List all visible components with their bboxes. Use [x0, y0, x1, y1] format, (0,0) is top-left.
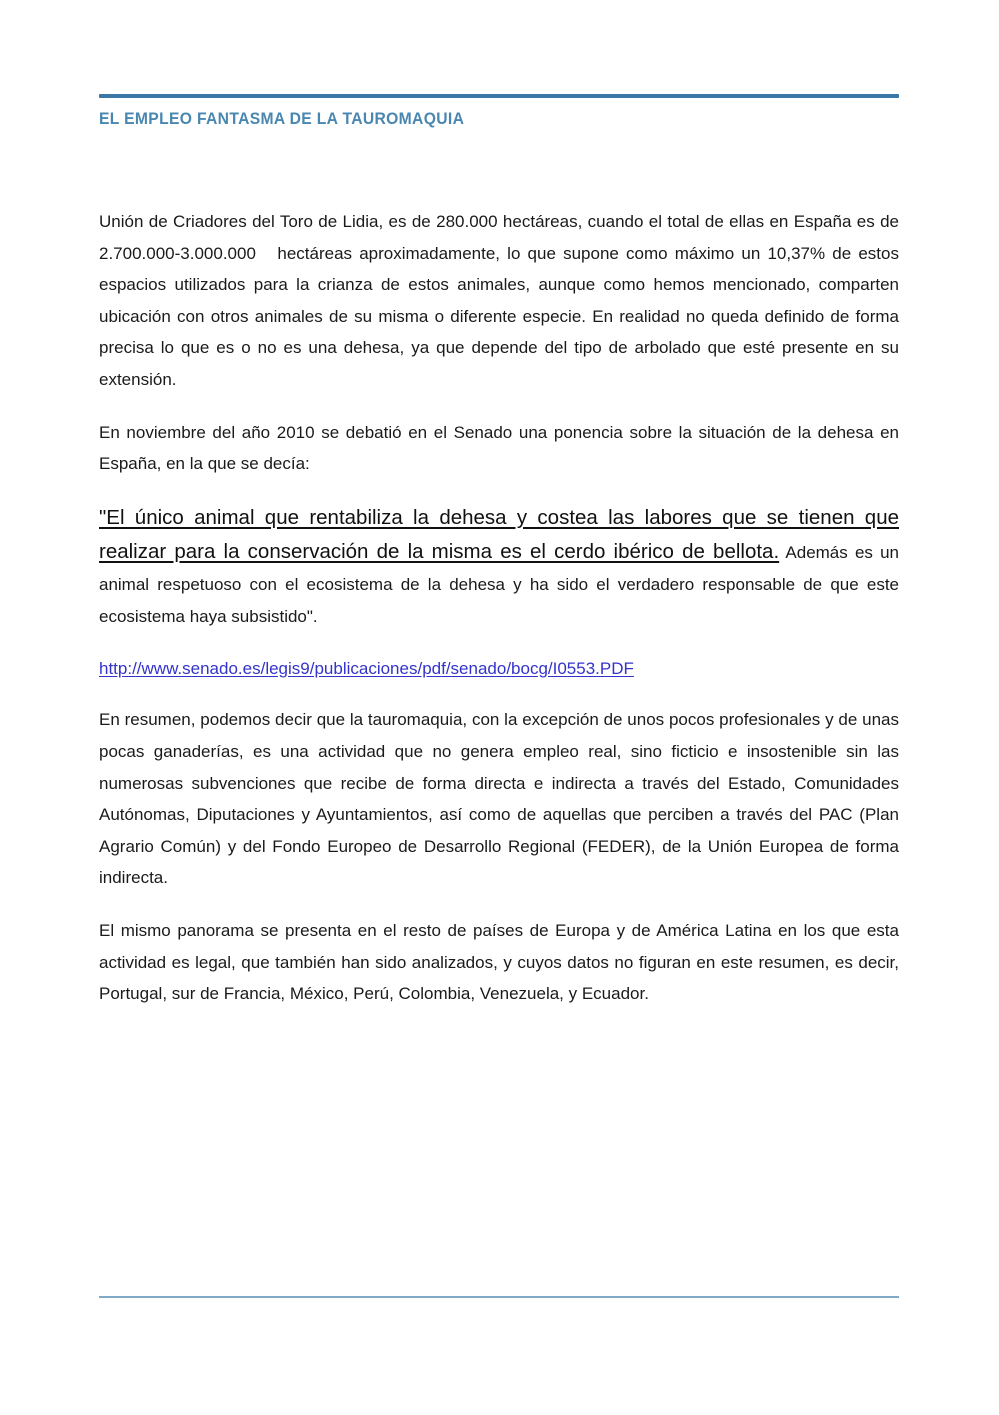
source-link-paragraph [99, 653, 899, 685]
page-title: EL EMPLEO FANTASMA DE LA TAUROMAQUIA [99, 110, 465, 128]
quote-remaining-text: Además es un animal respetuoso con el ecosistema de la dehesa y ha sido el verdadero responsable de que este ecosistema haya subsistido". [99, 542, 899, 626]
blockquote-senado [99, 501, 899, 633]
paragraph-otros-paises: El mismo panorama se presenta en el resto de países de Europa y de América Latina en los que esta actividad es legal, que también han sido analizados, y cuyos datos no figuran en este resumen, es decir, Portugal, sur de Francia, México, Perú, Colombia, Venezuela, y Ecuador. [99, 920, 904, 1004]
paragraph-senado-debate: En noviembre del año 2010 se debatió en el Senado una ponencia sobre la situación de la dehesa en España, en la que se decía: [99, 422, 904, 474]
document-body [99, 206, 904, 1010]
paragraph-resumen: En resumen, podemos decir que la tauromaquia, con la excepción de unos pocos profesionales y de unas pocas ganaderías, es una actividad que no genera empleo real, sino ficticio e insostenible sin las numerosas subvenciones que recibe de forma directa e indirecta a través del Estado, Comunidades Autónomas, Diputaciones y Ayuntamientos, así como de aquellas que perciben a través del PAC (Plan Agrario Común) y del Fondo Europeo de Desarrollo Regional (FEDER), de la Unión Europea de forma indirecta. [99, 710, 904, 888]
senado-pdf-link[interactable]: http://www.senado.es/legis9/publicaciones/pdf/senado/bocg/I0553.PDF [99, 658, 634, 678]
paragraph-dehesa-surface: Unión de Criadores del Toro de Lidia, es de 280.000 hectáreas, cuando el total de ellas en España es de 2.700.000-3.000.000 hectáreas aproximadamente, lo que supone como máximo un 10,37% de estos espacios utilizados para la crianza de estos animales, aunque como hemos mencionado, comparten ubicación con otros animales de su misma o diferente especie. En realidad no queda definido de forma precisa lo que es o no es una dehesa, ya que depende del tipo de arbolado que esté presente en su extensión. [99, 212, 904, 389]
footer-divider-rule [99, 1296, 899, 1298]
document-header [99, 94, 899, 129]
quote-highlighted-text: "El único animal que rentabiliza la dehesa y costea las labores que se tienen que realizar para la conservación de la misma es el cerdo ibérico de bellota. [99, 505, 899, 563]
header-divider-rule [99, 94, 899, 98]
